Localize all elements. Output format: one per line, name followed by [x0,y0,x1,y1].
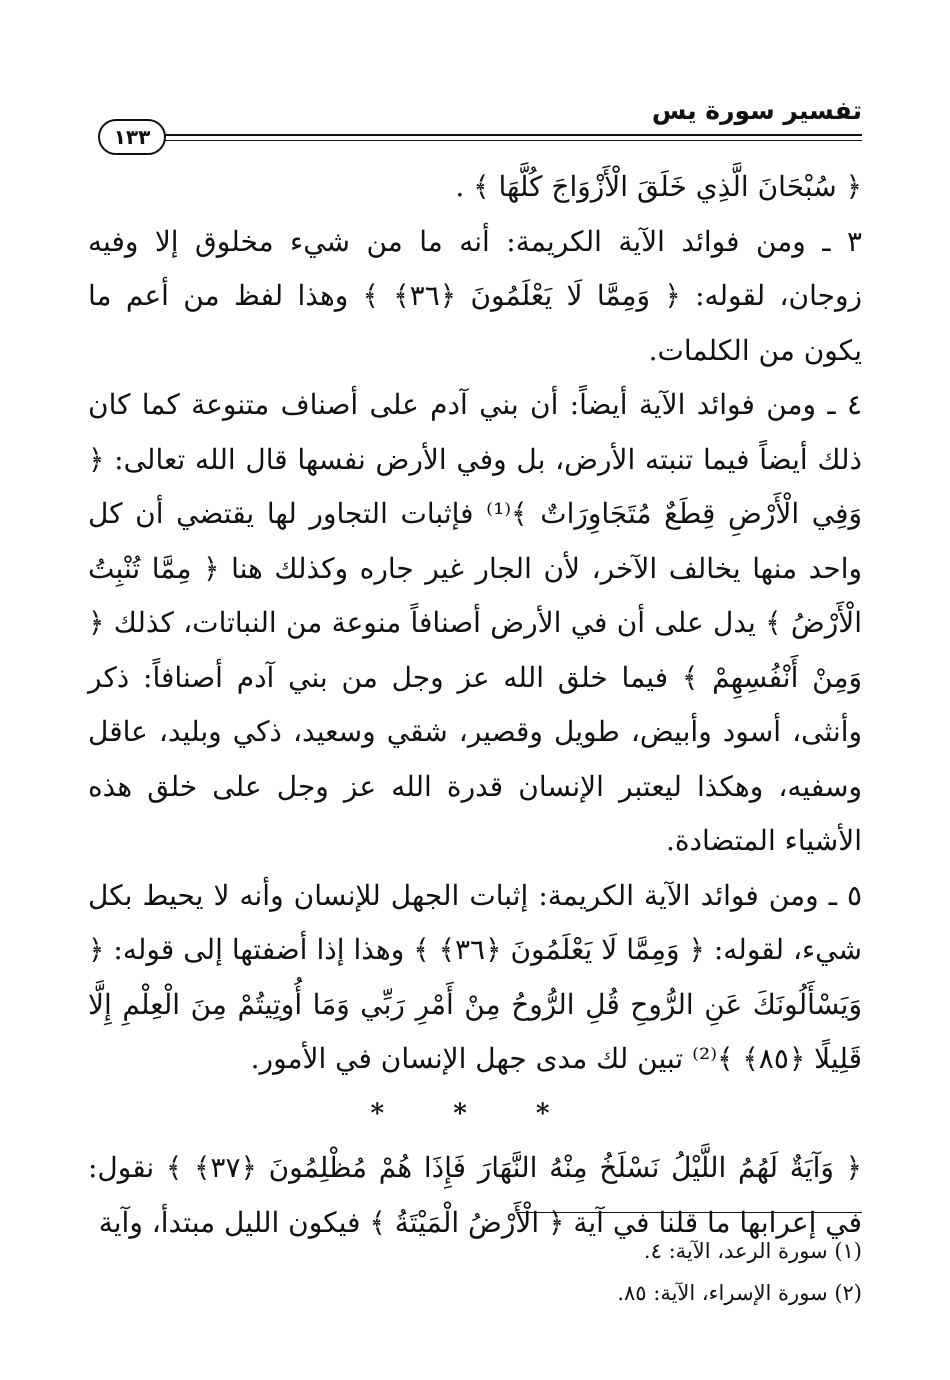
footnote-1: (١) سورة الرعد، الآية: ٤. [643,1239,862,1263]
footnote-rule [516,1212,862,1213]
paragraph-benefit-3: ٣ ـ ومن فوائد الآية الكريمة: أنه ما من شيء مخلوق إلا وفيه زوجان، لقوله: ﴿ وَمِمَّا لَا يَعْلَمُونَ ﴿٣٦﴾ ﴾ وهذا لفظ من أعم ما يكون من الكلمات. [88,224,862,367]
running-title: تفسير سورة يس [651,96,862,125]
body-text [88,160,862,1250]
paragraph-verse-36: ﴿ سُبْحَانَ الَّذِي خَلَقَ الْأَزْوَاجَ كُلَّهَا ﴾ . [455,170,862,203]
header-rule [164,134,862,136]
paragraph-verse-37: ﴿ وَآيَةٌ لَهُمُ اللَّيْلُ نَسْلَخُ مِنْهُ النَّهَارَ فَإِذَا هُمْ مُظْلِمُونَ ﴿٣٧﴾ ﴾ نقول: في إعرابها ما قلنا في آية ﴿ الْأَرْضُ الْمَيْتَةُ ﴾ فيكون الليل مبتدأ، وآية [88,1151,862,1239]
footnotes [88,1230,862,1314]
page-number: ١٣٣ [98,119,166,155]
section-separator: * * * [370,1098,580,1129]
paragraph-benefit-4: ٤ ـ ومن فوائد الآية أيضاً: أن بني آدم على أصناف متنوعة كما كان ذلك أيضاً فيما تنبته الأرض، بل وفي الأرض نفسها قال الله تعالى: ﴿ وَفِي الْأَرْضِ قِطَعٌ مُتَجَاوِرَاتٌ ﴾⁽¹⁾ فإثبات التجاور لها يقتضي أن كل واحد منها يخالف الآخر، لأن الجار غير جاره وكذلك هنا ﴿ مِمَّا تُنْبِتُ الْأَرْضُ ﴾ يدل على أن في الأرض أصنافاً منوعة من النباتات، كذلك ﴿ وَمِنْ أَنْفُسِهِمْ ﴾ فيما خلق الله عز وجل من بني آدم أصنافاً: ذكر وأنثى، أسود وأبيض، طويل وقصير، شقي وسعيد، ذكي وبليد، عاقل وسفيه، وهكذا ليعتبر الإنسان قدرة الله عز وجل على خلق هذه الأشياء المتضادة. [88,388,862,857]
paragraph-benefit-5: ٥ ـ ومن فوائد الآية الكريمة: إثبات الجهل للإنسان وأنه لا يحيط بكل شيء، لقوله: ﴿ وَمِمَّا لَا يَعْلَمُونَ ﴿٣٦﴾ ﴾ وهذا إذا أضفتها إلى قوله: ﴿ وَيَسْأَلُونَكَ عَنِ الرُّوحِ قُلِ الرُّوحُ مِنْ أَمْرِ رَبِّي وَمَا أُوتِيتُمْ مِنَ الْعِلْمِ إِلَّا قَلِيلًا ﴿٨٥﴾ ﴾⁽²⁾ تبين لك مدى جهل الإنسان في الأمور. [88,878,862,1075]
footnote-2: (٢) سورة الإسراء، الآية: ٨٥. [617,1281,862,1305]
